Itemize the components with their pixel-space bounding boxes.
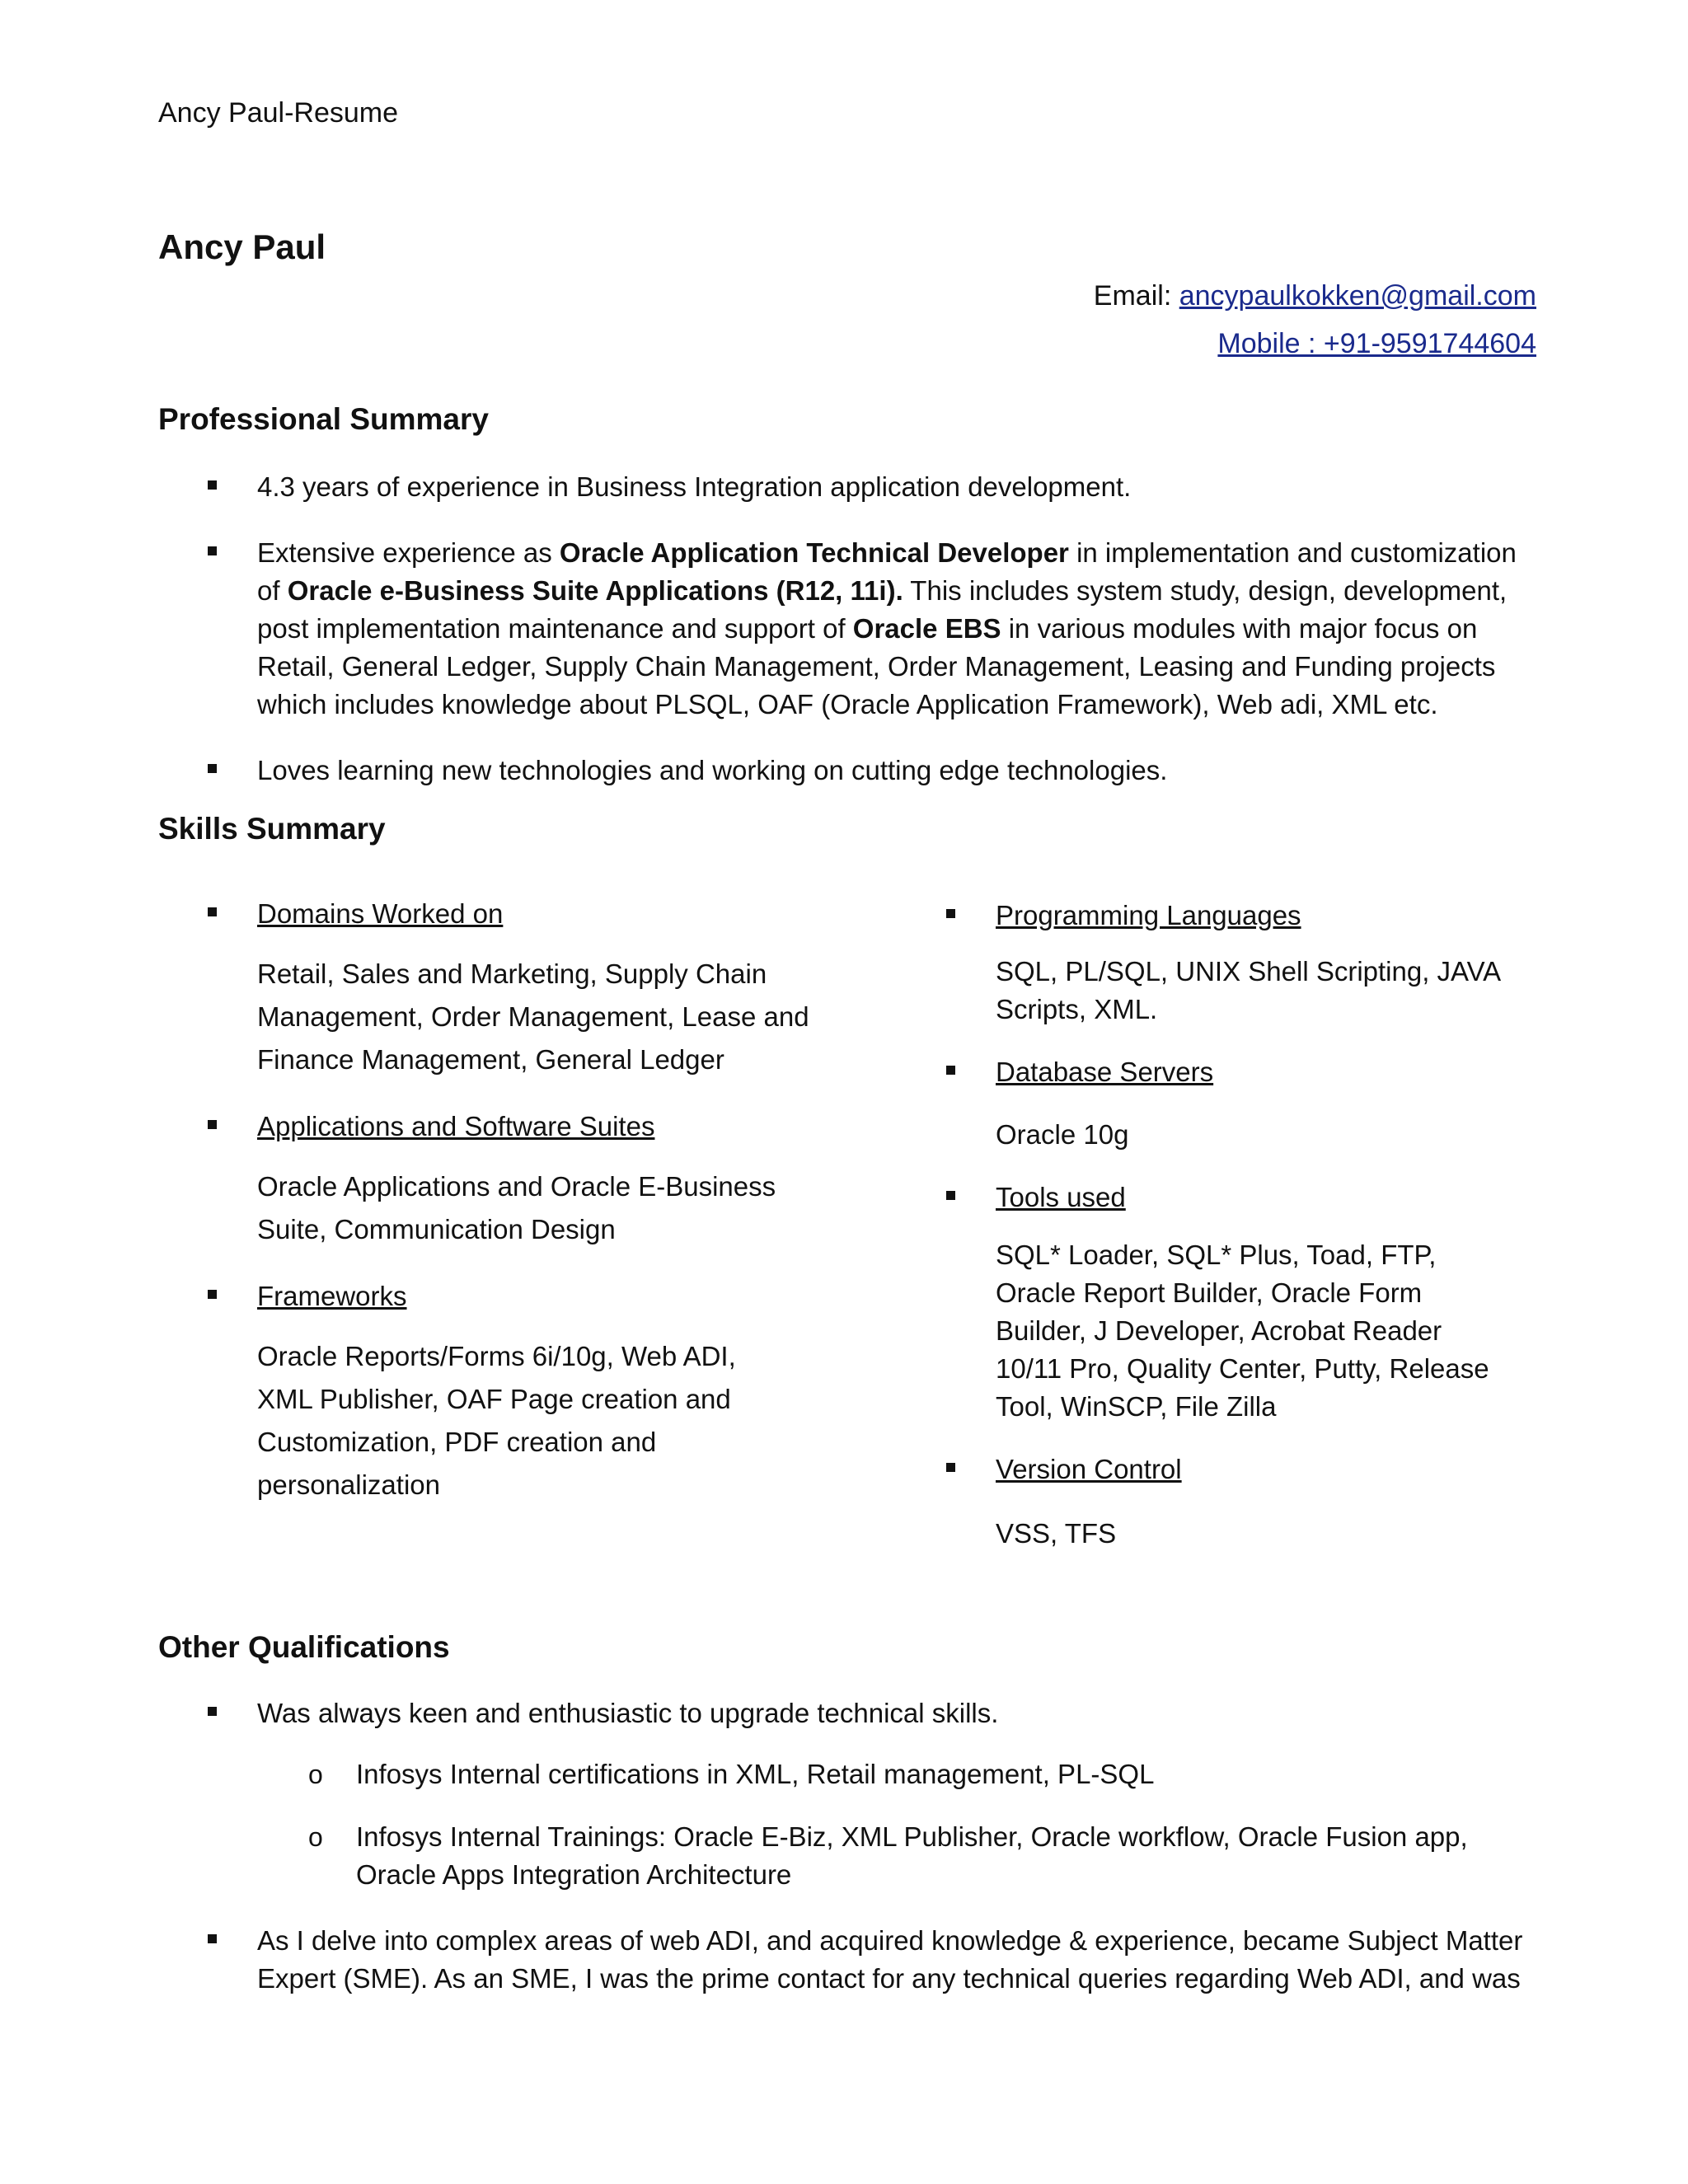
professional-summary-list — [158, 468, 1536, 818]
skill-heading: Domains Worked on — [158, 895, 818, 933]
square-bullet-icon — [208, 1120, 217, 1129]
square-bullet-icon — [208, 480, 217, 490]
list-item: As I delve into complex areas of web ADI, and acquired knowledge & experience, became Subject Matter Expert (SME). As an SME, I was the prime contact for any technical queries regarding Web ADI, and was — [158, 1922, 1536, 1998]
summary-text: Loves learning new technologies and working on cutting edge technologies. — [257, 755, 1168, 785]
summary-text: Extensive experience as — [257, 537, 560, 568]
skill-body: SQL, PL/SQL, UNIX Shell Scripting, JAVA Scripts, XML. — [996, 956, 1500, 1024]
professional-summary-heading: Professional Summary — [158, 402, 489, 436]
sub-list-item: o Infosys Internal certifications in XML, Retail management, PL-SQL — [158, 1755, 1536, 1793]
skill-heading: Frameworks — [158, 1277, 818, 1315]
skill-heading: Applications and Software Suites — [158, 1108, 818, 1146]
document-header: Ancy Paul-Resume — [158, 97, 399, 129]
square-bullet-icon — [208, 1707, 217, 1716]
skill-body: Oracle Reports/Forms 6i/10g, Web ADI, XML Publisher, OAF Page creation and Customization, PDF creation and personalization — [257, 1341, 736, 1500]
skills-left-column — [158, 895, 818, 1507]
sub-list-container — [158, 1755, 1536, 1894]
list-item — [158, 468, 1536, 506]
summary-bold-text: Oracle e-Business Suite Applications (R12, 11i). — [287, 575, 903, 606]
skill-block-database — [897, 1053, 1540, 1154]
email-line — [1094, 280, 1536, 312]
square-bullet-icon — [946, 909, 955, 918]
skill-body: Retail, Sales and Marketing, Supply Chain Management, Order Management, Lease and Finance Management, General Ledger — [257, 958, 809, 1075]
list-item — [158, 534, 1536, 724]
skills-summary-heading: Skills Summary — [158, 812, 386, 846]
skills-right-column — [897, 897, 1540, 1553]
square-bullet-icon — [208, 546, 217, 555]
square-bullet-icon — [208, 1290, 217, 1299]
skill-block-applications — [158, 1108, 818, 1251]
square-bullet-icon — [208, 764, 217, 773]
skill-body: Oracle Applications and Oracle E-Business Suite, Communication Design — [257, 1171, 776, 1244]
skill-block-frameworks — [158, 1277, 818, 1507]
summary-text: 4.3 years of experience in Business Integration application development. — [257, 471, 1132, 502]
mobile-link[interactable]: Mobile : +91-9591744604 — [1217, 328, 1536, 359]
summary-text: This includes system study, design, development, post implementation maintenance and support of — [257, 575, 1507, 644]
candidate-name: Ancy Paul — [158, 227, 326, 266]
skill-heading: Tools used — [897, 1179, 1540, 1216]
skill-block-programming — [897, 897, 1540, 1029]
square-bullet-icon — [208, 1934, 217, 1943]
summary-text: in various modules with major focus on Retail, General Ledger, Supply Chain Management, Order Management, Leasing and Funding projects which includes knowledge about PLSQL, OAF (Oracle Application Framework), Web adi, XML etc. — [257, 613, 1496, 719]
other-qualifications-list — [158, 1694, 1536, 2026]
sub-list — [158, 1755, 1536, 1894]
summary-bold-text: Oracle EBS — [852, 613, 1001, 644]
square-bullet-icon — [946, 1066, 955, 1075]
summary-text: in implementation and customization of — [257, 537, 1517, 606]
list-item — [158, 752, 1536, 790]
skill-block-domains — [158, 895, 818, 1081]
skill-heading: Database Servers — [897, 1053, 1540, 1091]
skill-body: Oracle 10g — [996, 1119, 1129, 1150]
square-bullet-icon — [946, 1191, 955, 1200]
skill-heading: Version Control — [897, 1451, 1540, 1488]
skill-block-tools — [897, 1179, 1540, 1426]
square-bullet-icon — [946, 1463, 955, 1472]
mobile-line — [1217, 328, 1536, 360]
email-link[interactable]: ancypaulkokken@gmail.com — [1179, 280, 1536, 312]
circle-bullet-icon: o — [308, 1760, 323, 1789]
skill-body: SQL* Loader, SQL* Plus, Toad, FTP, Oracle Report Builder, Oracle Form Builder, J Developer, Acrobat Reader 10/11 Pro, Quality Center, Putty, Release Tool, WinSCP, File Zilla — [996, 1240, 1489, 1422]
skill-block-version-control — [897, 1451, 1540, 1553]
circle-bullet-icon: o — [308, 1822, 323, 1852]
summary-bold-text: Oracle Application Technical Developer — [559, 537, 1069, 568]
other-qualifications-heading: Other Qualifications — [158, 1630, 450, 1664]
email-label: Email: — [1093, 280, 1179, 312]
square-bullet-icon — [208, 907, 217, 916]
skill-body: VSS, TFS — [996, 1518, 1117, 1549]
skill-heading: Programming Languages — [897, 897, 1540, 935]
sub-list-item: o Infosys Internal Trainings: Oracle E-Biz, XML Publisher, Oracle workflow, Oracle Fusion app, Oracle Apps Integration Architecture — [158, 1818, 1536, 1894]
list-item: Was always keen and enthusiastic to upgrade technical skills. — [158, 1694, 1536, 1732]
